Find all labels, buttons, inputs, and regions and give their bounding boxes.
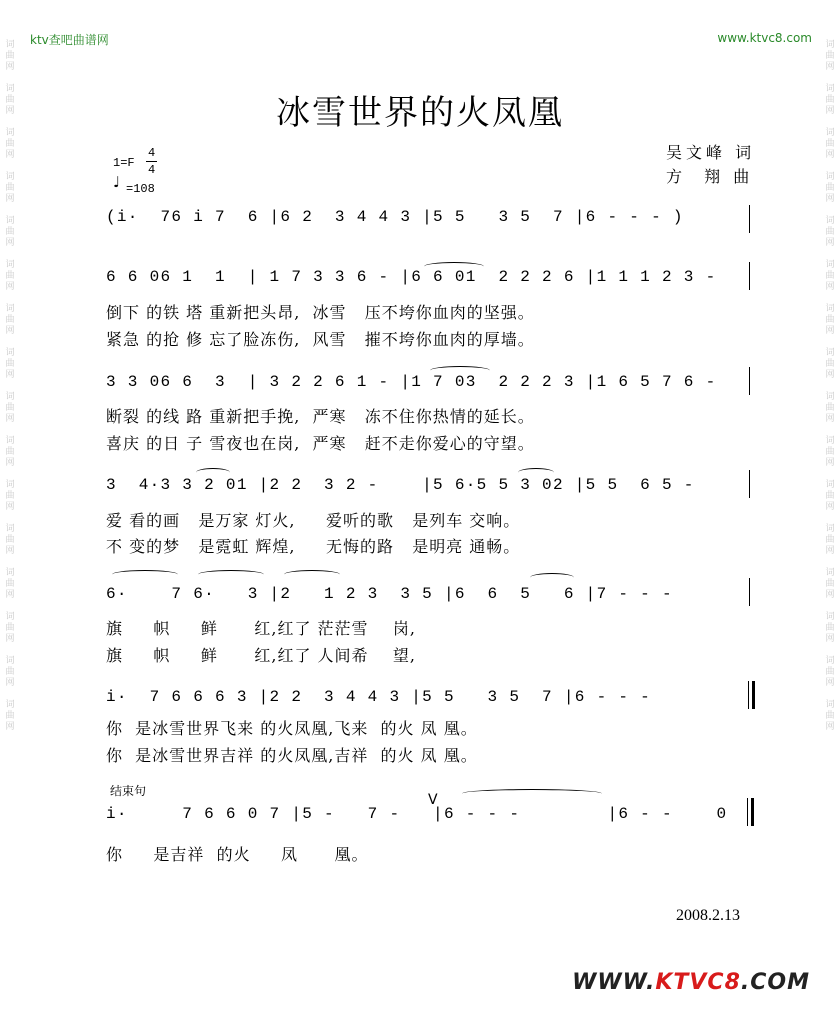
- final-barline: [747, 798, 748, 826]
- barline: [749, 470, 750, 498]
- side-watermark-left: 词曲网 词曲网 词曲网 词曲网 词曲网 词曲网 词曲网 词曲网 词曲网 词曲网 词曲网 词曲网 词曲网 词曲网 词曲网 词曲网: [5, 40, 15, 732]
- score-line-notes: 3 3 06 6 3 | 3 2 2 6 1 - |1 7 03 2 2 2 3 |1 6 5 7 6 -: [106, 373, 717, 391]
- lyric-verse-1: 旗 帜 鲜 红,红了 茫茫雪 岗,: [106, 619, 416, 638]
- barline: [749, 205, 750, 233]
- tie: [462, 789, 602, 798]
- side-watermark-right: 词曲网 词曲网 词曲网 词曲网 词曲网 词曲网 词曲网 词曲网 词曲网 词曲网 词曲网 词曲网 词曲网 词曲网 词曲网 词曲网: [825, 40, 835, 732]
- ending-notes: i· 7 6 6 0 7 |5 - 7 - |6 - - - |6 - - 0: [106, 805, 728, 823]
- tempo-value: =108: [126, 182, 155, 196]
- lyric-verse-2: 紧急 的抢 修 忘了脸冻伤, 风雪 摧不垮你血肉的厚墙。: [106, 330, 535, 349]
- breath-mark: V: [428, 792, 438, 808]
- intro-notes: (i· 76 i 7 6 |6 2 3 4 4 3 |5 5 3 5 7 |6 - - - ): [106, 208, 684, 226]
- date: 2008.2.13: [676, 907, 740, 924]
- final-barline-thick: [751, 798, 754, 826]
- slur: [196, 468, 230, 477]
- time-signature-line: [146, 161, 157, 162]
- slur: [424, 262, 484, 271]
- lyric-verse-1: 爱 看的画 是万家 灯火, 爱听的歌 是列车 交响。: [106, 511, 521, 530]
- repeat-barline: [748, 681, 749, 709]
- time-signature-top: 4: [148, 146, 156, 160]
- lyric-verse-2: 不 变的梦 是霓虹 辉煌, 无悔的路 是明亮 通畅。: [106, 537, 521, 556]
- key-signature: 1=F: [113, 156, 135, 170]
- barline: [749, 578, 750, 606]
- ending-lyric: 你 是吉祥 的火 凤 凰。: [106, 845, 369, 864]
- lyric-verse-1: 倒下 的铁 塔 重新把头昂, 冰雪 压不垮你血肉的坚强。: [106, 303, 535, 322]
- site-label-left[interactable]: ktv查吧曲谱网: [30, 33, 109, 47]
- site-label-right[interactable]: www.ktvc8.com: [717, 31, 812, 45]
- slur: [518, 468, 554, 477]
- watermark-logo: WWW.KTVC8.COM: [572, 970, 810, 995]
- composer-credit: 方 翔 曲: [666, 167, 754, 186]
- slur: [284, 570, 340, 579]
- score-line-notes: i· 7 6 6 6 3 |2 2 3 4 4 3 |5 5 3 5 7 |6 - - -: [106, 688, 652, 706]
- score-line-notes: 3 4·3 3 2 01 |2 2 3 2 - |5 6·5 5 3 02 |5 5 6 5 -: [106, 476, 695, 494]
- song-title: 冰雪世界的火凤凰: [276, 93, 564, 133]
- slur: [530, 573, 574, 582]
- score-line-notes: 6 6 06 1 1 | 1 7 3 3 6 - |6 6 01 2 2 2 6 |1 1 1 2 3 -: [106, 268, 717, 286]
- lyricist-credit: 吴文峰 词: [666, 143, 756, 162]
- lyric-verse-1: 你 是冰雪世界飞来 的火凤凰,飞来 的火 凤 凰。: [106, 719, 478, 738]
- lyric-verse-1: 断裂 的线 路 重新把手挽, 严寒 冻不住你热情的延长。: [106, 407, 535, 426]
- barline: [749, 262, 750, 290]
- slur: [112, 570, 178, 579]
- time-signature-bottom: 4: [148, 163, 156, 177]
- score-line-notes: 6· 7 6· 3 |2 1 2 3 3 5 |6 6 5 6 |7 - - -: [106, 585, 673, 603]
- barline: [749, 367, 750, 395]
- tempo-note-icon: ♩: [113, 173, 121, 191]
- lyric-verse-2: 旗 帜 鲜 红,红了 人间希 望,: [106, 646, 416, 665]
- slur: [430, 366, 490, 375]
- lyric-verse-2: 你 是冰雪世界吉祥 的火凤凰,吉祥 的火 凤 凰。: [106, 746, 478, 765]
- ending-label: 结束句: [110, 784, 147, 798]
- repeat-barline-thick: [752, 681, 755, 709]
- lyric-verse-2: 喜庆 的日 子 雪夜也在岗, 严寒 赶不走你爱心的守望。: [106, 434, 535, 453]
- slur: [198, 570, 264, 579]
